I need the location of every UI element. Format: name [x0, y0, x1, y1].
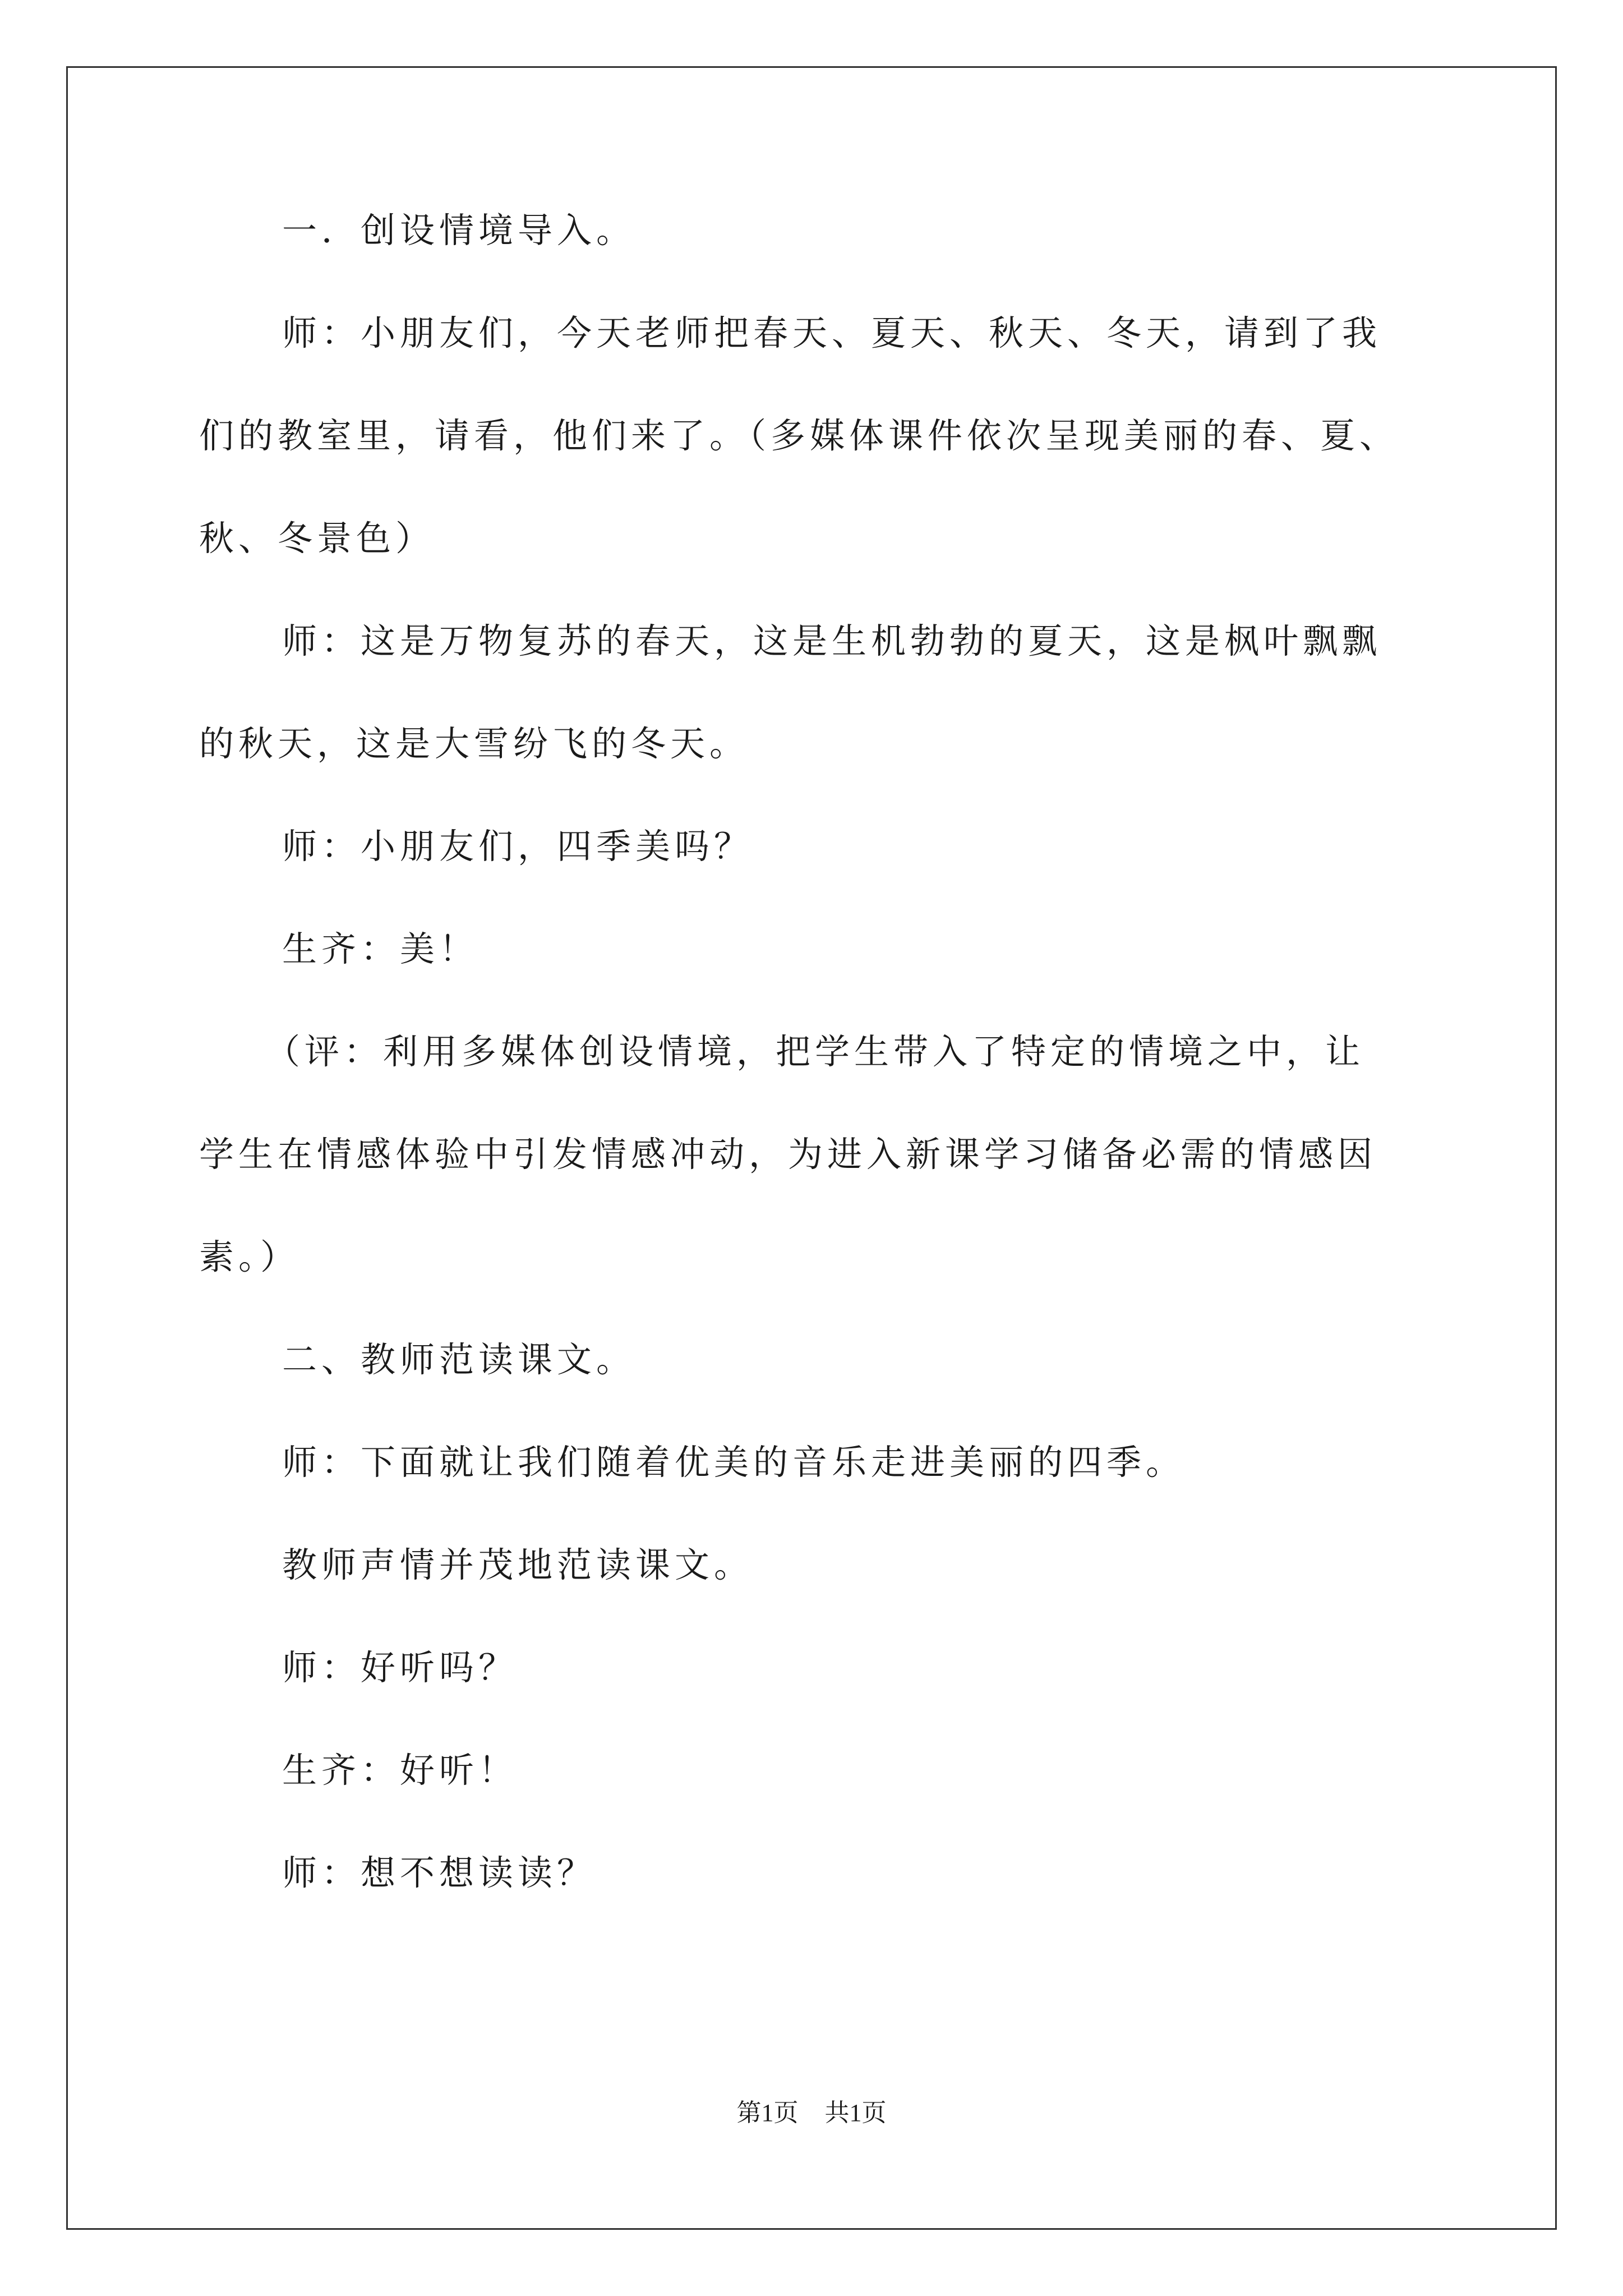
- paragraph-line: 生齐：美！: [282, 928, 479, 969]
- page-total: 共1页: [824, 2099, 887, 2127]
- paragraph-line: （评：利用多媒体创设情境，把学生带入了特定的情境之中，让: [265, 1031, 1365, 1072]
- page-footer: [0, 2092, 1623, 2128]
- paragraph-line: 的秋天，这是大雪纷飞的冬天。: [199, 723, 749, 764]
- paragraph-line: 素。）: [199, 1236, 300, 1277]
- paragraph-line: 师：好听吗？: [282, 1647, 518, 1688]
- section-heading-1: 一．创设情境导入。: [282, 210, 636, 251]
- paragraph-line: 师：这是万物复苏的春天，这是生机勃勃的夏天，这是枫叶飘飘: [282, 620, 1382, 661]
- paragraph-line: 们的教室里，请看，他们来了。（多媒体课件依次呈现美丽的春、夏、: [199, 415, 1399, 456]
- paragraph-line: 生齐：好听！: [282, 1750, 518, 1791]
- paragraph-line: 学生在情感体验中引发情感冲动，为进入新课学习储备必需的情感因: [199, 1134, 1377, 1175]
- paragraph-line: 师：小朋友们，四季美吗？: [282, 826, 754, 867]
- page-number: 第1页: [736, 2099, 799, 2127]
- paragraph-line: 师：想不想读读？: [282, 1852, 597, 1893]
- paragraph-line: 秋、冬景色）: [199, 518, 435, 559]
- paragraph-line: 师：小朋友们，今天老师把春天、夏天、秋天、冬天，请到了我: [282, 312, 1382, 353]
- section-heading-2: 二、教师范读课文。: [282, 1339, 636, 1380]
- paragraph-line: 教师声情并茂地范读课文。: [282, 1544, 754, 1585]
- paragraph-line: 师：下面就让我们随着优美的音乐走进美丽的四季。: [282, 1442, 1186, 1483]
